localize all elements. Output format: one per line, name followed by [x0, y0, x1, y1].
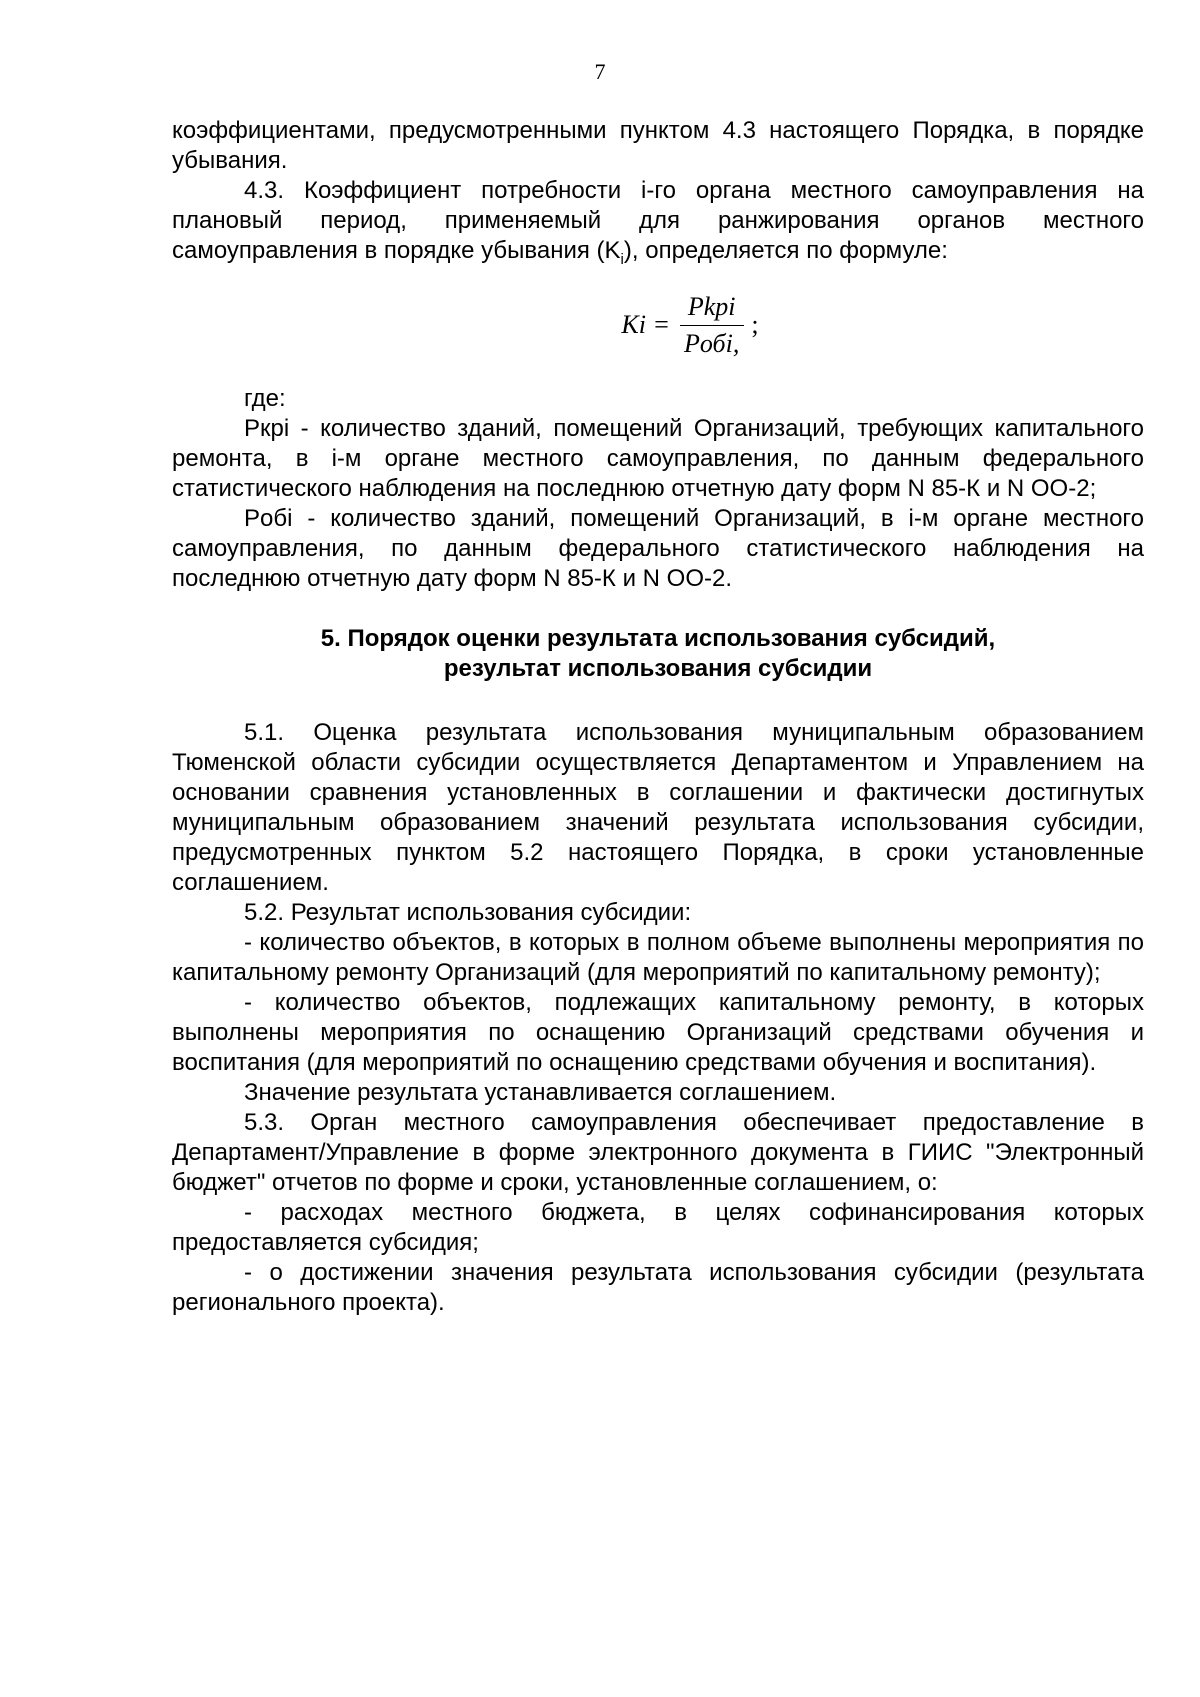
formula-semicolon: ; — [751, 310, 759, 339]
paragraph-5-2: 5.2. Результат использования субсидии: — [244, 899, 692, 926]
paragraph-5-3-item-1: - расходах местного бюджета, в целях софинансирования которых предоставляется субсидия; — [172, 1199, 1144, 1256]
paragraph-5-2-value: Значение результата устанавливается соглашением. — [244, 1079, 837, 1106]
definitions-where: где: — [244, 385, 286, 412]
paragraph-5-3: 5.3. Орган местного самоуправления обеспечивает предоставление в Департамент/Управление в форме электронного документа в ГИИС "Электронный бюджет" отчетов по форме и сроки, установленные соглашением, о: — [172, 1109, 1144, 1196]
formula-ki — [172, 278, 1144, 372]
formula-numerator: Pkpi — [680, 293, 744, 326]
paragraph-5-1: 5.1. Оценка результата использования муниципальным образованием Тюменской области субсидии осуществляется Департаментом и Управлением на основании сравнения установленных в соглашении и фактически достигнутых муниципальным образованием значений результата использования субсидии, предусмотренных пунктом 5.2 настоящего Порядка, в сроки установленные соглашением. — [172, 719, 1144, 896]
paragraph-5-2-item-1: - количество объектов, в которых в полном объеме выполнены мероприятия по капитальному ремонту Организаций (для мероприятий по капитальному ремонту); — [172, 929, 1144, 986]
section-5-heading-line2: результат использования субсидии — [443, 655, 873, 682]
page-number: 7 — [594, 59, 606, 84]
definition-pobi: Pобi - количество зданий, помещений Организаций, в i-м органе местного самоуправления, по данным федерального статистического наблюдения на последнюю отчетную дату форм N 85-К и N ОО-2. — [172, 505, 1144, 592]
paragraph-5-3-item-2: - о достижении значения результата использования субсидии (результата регионального проекта). — [172, 1259, 1144, 1316]
paragraph-continuation: коэффициентами, предусмотренными пунктом 4.3 настоящего Порядка, в порядке убывания. — [172, 117, 1144, 174]
paragraph-4-3 — [172, 176, 1144, 266]
section-5-heading — [172, 624, 1144, 684]
formula-fraction — [676, 293, 747, 358]
paragraph-4-3-tail: ), определяется по формуле: — [623, 237, 948, 264]
section-5-heading-line1: 5. Порядок оценки результата использования субсидий, — [320, 625, 996, 652]
definition-pkpi: Pкpi - количество зданий, помещений Организаций, требующих капитального ремонта, в i-м органе местного самоуправления, по данным федерального статистического наблюдения на последнюю отчетную дату форм N 85-К и N ОО-2; — [172, 415, 1144, 502]
paragraph-4-3-text: 4.3. Коэффициент потребности i-го органа местного самоуправления на плановый период, применяемый для ранжирования органов местного самоуправления в порядке убывания (K — [172, 177, 1144, 264]
subscript-i: i — [620, 250, 624, 268]
formula-expression — [621, 293, 758, 358]
document-body — [172, 116, 1144, 1318]
formula-lhs: Ki = — [621, 310, 671, 339]
formula-denominator: Pобi, — [684, 328, 740, 358]
paragraph-5-2-item-2: - количество объектов, подлежащих капитальному ремонту, в которых выполнены мероприятия по оснащению Организаций средствами обучения и воспитания (для мероприятий по оснащению средствами обучения и воспитания). — [172, 989, 1144, 1076]
